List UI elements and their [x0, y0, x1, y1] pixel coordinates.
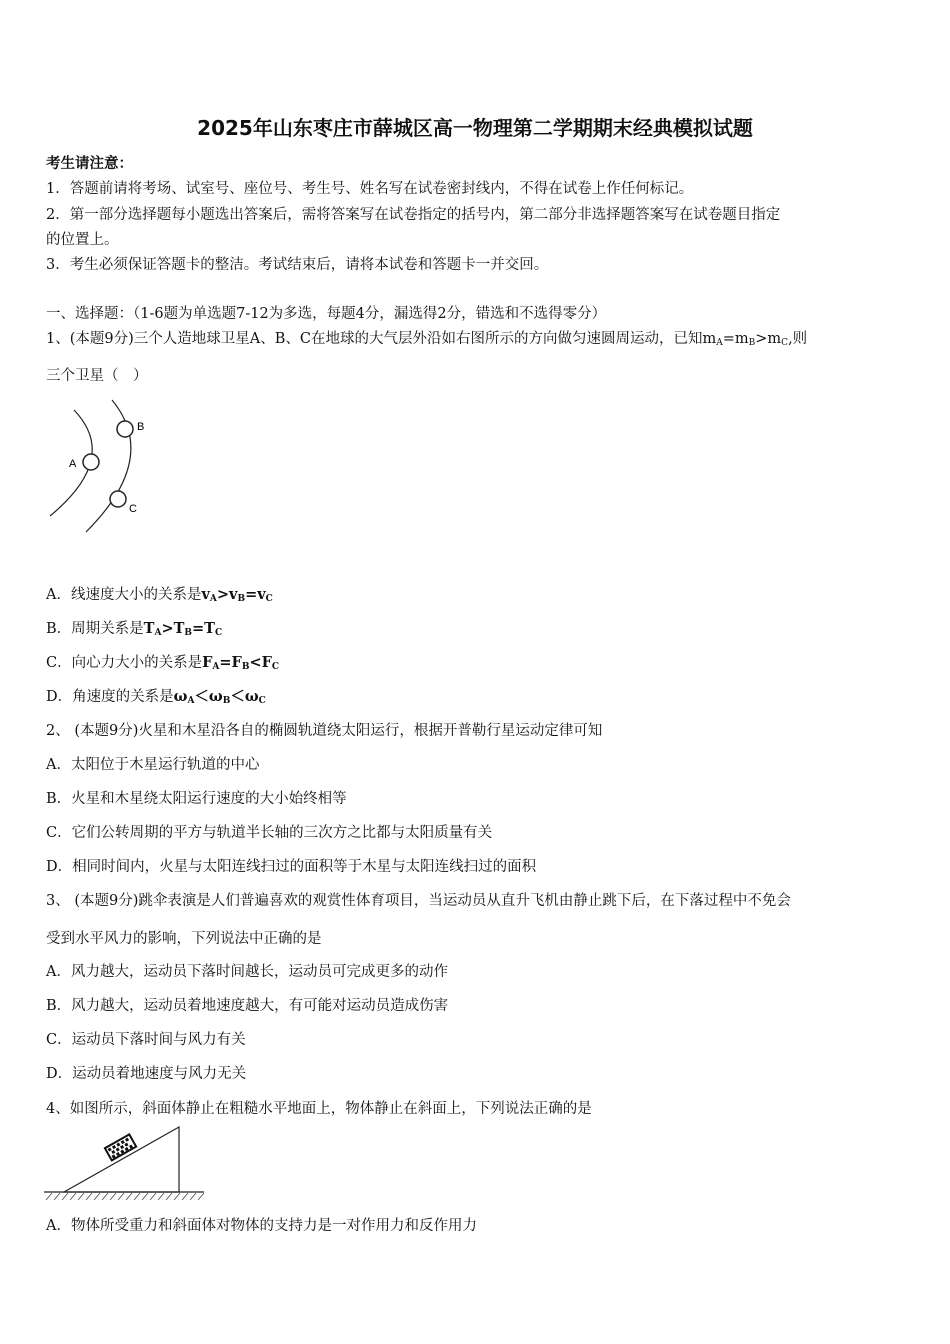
q3-option-a: A．风力越大，运动员下落时间越长，运动员可完成更多的动作: [46, 964, 448, 980]
question-1-text: 1、(本题9分)三个人造地球卫星A、B、C在地球的大气层外沿如右图所示的方向做匀速圆周运动，已知m: [46, 331, 717, 347]
question-2-stem: 2、 (本题9分)火星和木星沿各自的椭圆轨道绕太阳运行，根据开普勒行星运动定律可知: [46, 723, 603, 739]
q2-option-a: A．太阳位于木星运行轨道的中心: [46, 757, 260, 773]
satellite-orbit-figure: [40, 398, 170, 538]
subscript: A: [716, 338, 723, 348]
formula-text: ,则: [788, 331, 808, 347]
subscript: C: [781, 338, 789, 348]
question-3-stem: 3、 (本题9分)跳伞表演是人们普遍喜欢的观赏性体育项目，当运动员从直升飞机由静止跳下后，在下落过程中不免会: [46, 893, 791, 909]
q1-option-a: A．线速度大小的关系是$v_A>v_B=v_C$: [46, 586, 273, 604]
q3-option-d: D．运动员着地速度与风力无关: [46, 1066, 247, 1082]
q3-option-b: B．风力越大，运动员着地速度越大，有可能对运动员造成伤害: [46, 998, 449, 1014]
question-1-stem: [46, 327, 807, 348]
notice-item: 2．第一部分选择题每小题选出答案后，需将答案写在试卷指定的括号内，第二部分非选择题答案写在试卷题目指定: [46, 207, 781, 223]
notice-header: 考生请注意：: [46, 155, 133, 172]
page-title: 2025年山东枣庄市薛城区高一物理第二学期期末经典模拟试题: [197, 116, 753, 140]
option-text: D．角速度的关系是: [46, 689, 174, 705]
incline-wedge: [64, 1127, 179, 1192]
formula-text: =m: [722, 331, 749, 347]
option-text: A．线速度大小的关系是: [46, 587, 202, 603]
q2-option-c: C．它们公转周期的平方与轨道半长轴的三次方之比都与太阳质量有关: [46, 825, 493, 841]
q1-option-d: D．角速度的关系是$\omega_A<\omega_B<\omega_C$: [46, 688, 266, 706]
notice-item: 1．答题前请将考场、试室号、座位号、考生号、姓名写在试卷密封线内，不得在试卷上作任何标记。: [46, 181, 694, 197]
block-on-incline: [105, 1134, 136, 1160]
q2-option-d: D．相同时间内，火星与太阳连线扫过的面积等于木星与太阳连线扫过的面积: [46, 859, 537, 875]
q3-option-c: C．运动员下落时间与风力有关: [46, 1032, 246, 1048]
satellite-c: [110, 491, 126, 507]
section-heading: 一、选择题：（1-6题为单选题7-12为多选，每题4分，漏选得2分，错选和不选得零分）: [46, 306, 607, 322]
q1-option-b: B．周期关系是$T_A>T_B=T_C$: [46, 620, 223, 638]
q4-option-a: A．物体所受重力和斜面体对物体的支持力是一对作用力和反作用力: [46, 1218, 477, 1234]
notice-item: 的位置上。: [46, 232, 119, 248]
question-4-stem: 4、如图所示，斜面体静止在粗糙水平地面上，物体静止在斜面上，下列说法正确的是: [46, 1101, 592, 1117]
ground-hatching: [46, 1193, 204, 1200]
incline-figure: [44, 1122, 206, 1204]
q2-option-b: B．火星和木星绕太阳运行速度的大小始终相等: [46, 791, 347, 807]
subscript: B: [748, 338, 756, 348]
satellite-a: [83, 454, 99, 470]
notice-item: 3．考生必须保证答题卡的整洁。考试结束后，请将本试卷和答题卡一并交回。: [46, 257, 549, 273]
option-text: B．周期关系是: [46, 621, 144, 637]
question-1-stem-cont: 三个卫星（ ）: [46, 368, 148, 384]
label-b: B: [137, 421, 145, 433]
satellite-b: [117, 421, 133, 437]
question-3-stem-cont: 受到水平风力的影响，下列说法中正确的是: [46, 931, 322, 947]
label-c: C: [129, 503, 137, 515]
q1-option-c: C．向心力大小的关系是$F_A=F_B<F_C$: [46, 654, 280, 672]
formula-text: >m: [755, 331, 782, 347]
label-a: A: [69, 458, 77, 470]
option-text: C．向心力大小的关系是: [46, 655, 203, 671]
